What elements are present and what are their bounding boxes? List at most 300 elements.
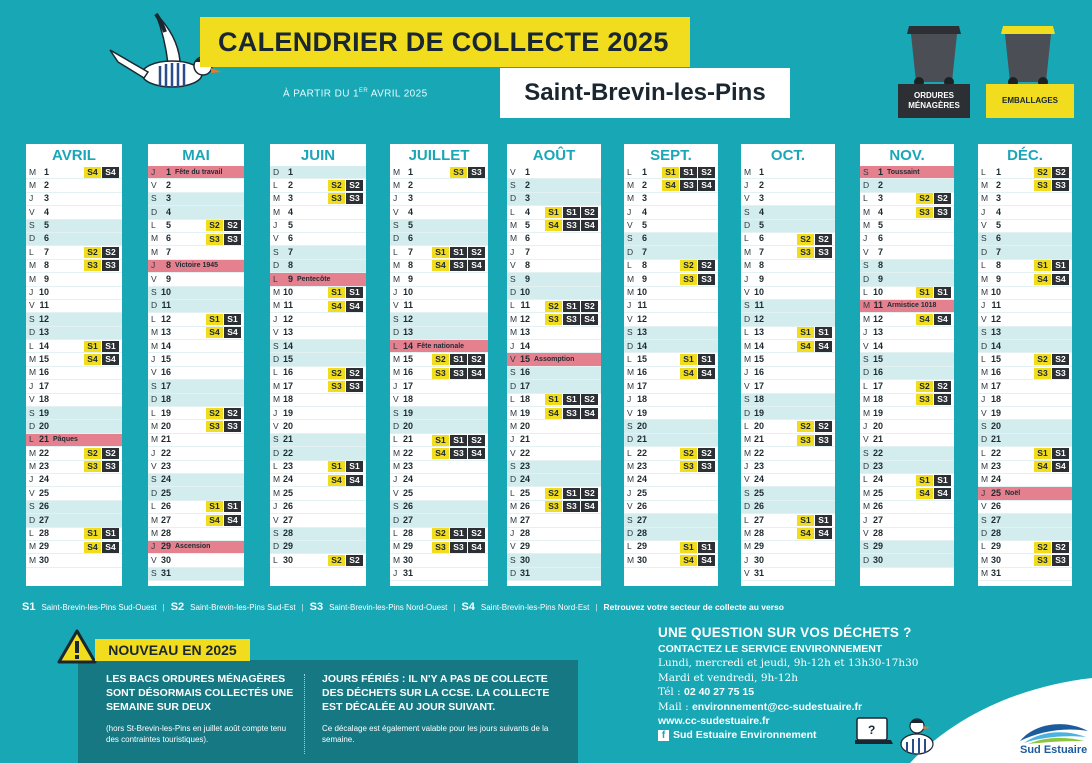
day-number: 17 bbox=[636, 380, 647, 391]
day-row bbox=[507, 313, 601, 326]
weekday-letter: D bbox=[393, 327, 400, 338]
collection-badges bbox=[797, 515, 835, 526]
day-row bbox=[507, 166, 601, 179]
day-number: 30 bbox=[636, 554, 647, 565]
day-number: 3 bbox=[877, 193, 883, 204]
day-number: 29 bbox=[753, 541, 764, 552]
weekday-letter: S bbox=[273, 528, 279, 539]
ordures-sector-badge: S3 bbox=[815, 247, 832, 258]
month-header: JUIN bbox=[270, 144, 366, 166]
day-row bbox=[270, 420, 366, 433]
ordures-sector-badge: S1 bbox=[698, 354, 715, 365]
weekday-letter: M bbox=[744, 260, 752, 271]
weekday-letter: M bbox=[981, 461, 989, 472]
day-row bbox=[624, 380, 718, 393]
weekday-letter: L bbox=[29, 434, 34, 445]
weekday-letter: V bbox=[744, 568, 750, 579]
day-number: 30 bbox=[402, 554, 413, 565]
day-number: 16 bbox=[519, 367, 530, 378]
weekday-letter: M bbox=[273, 206, 281, 217]
day-row bbox=[270, 501, 366, 514]
weekday-letter: J bbox=[393, 287, 398, 298]
weekday-letter: L bbox=[744, 327, 749, 338]
ordures-sector-badge: S2 bbox=[698, 167, 715, 178]
day-row bbox=[26, 487, 122, 500]
collection-badges bbox=[328, 381, 366, 392]
collection-badges bbox=[1034, 274, 1072, 285]
collection-badges bbox=[797, 435, 835, 446]
emballages-sector-badge: S4 bbox=[662, 180, 679, 191]
day-number: 19 bbox=[872, 407, 883, 418]
ordures-sector-badge: S3 bbox=[563, 408, 580, 419]
ordures-sector-badge: S4 bbox=[102, 354, 119, 365]
day-row bbox=[860, 353, 954, 366]
day-number: 18 bbox=[990, 394, 1001, 405]
weekday-letter: V bbox=[273, 514, 279, 525]
weekday-letter: M bbox=[393, 260, 401, 271]
day-row bbox=[860, 246, 954, 259]
day-number: 29 bbox=[519, 541, 530, 552]
ordures-sector-badge: S1 bbox=[815, 327, 832, 338]
ordures-sector-badge: S3 bbox=[346, 381, 363, 392]
day-row bbox=[507, 233, 601, 246]
day-row bbox=[507, 434, 601, 447]
day-row bbox=[978, 340, 1072, 353]
collection-badges bbox=[328, 555, 366, 566]
weekday-letter: V bbox=[627, 501, 633, 512]
day-number: 24 bbox=[38, 474, 49, 485]
collection-badges bbox=[916, 475, 954, 486]
day-row bbox=[860, 541, 954, 554]
ordures-sector-badge: S2 bbox=[102, 247, 119, 258]
holiday-label: Fête nationale bbox=[417, 342, 465, 350]
collection-badges bbox=[662, 167, 718, 178]
weekday-letter: L bbox=[273, 273, 278, 284]
day-row bbox=[507, 501, 601, 514]
day-row bbox=[624, 420, 718, 433]
weekday-letter: D bbox=[863, 179, 870, 190]
day-number: 12 bbox=[519, 313, 530, 324]
collection-badges bbox=[680, 354, 718, 365]
ordures-sector-badge: S4 bbox=[698, 555, 715, 566]
day-row bbox=[507, 514, 601, 527]
weekday-letter: S bbox=[393, 220, 399, 231]
day-number: 19 bbox=[753, 407, 764, 418]
day-row bbox=[270, 514, 366, 527]
weekday-letter: J bbox=[863, 233, 868, 244]
collection-badges bbox=[680, 555, 718, 566]
day-number: 7 bbox=[287, 246, 293, 257]
day-row bbox=[741, 260, 835, 273]
day-row bbox=[390, 313, 488, 326]
day-row bbox=[507, 353, 601, 366]
weekday-letter: M bbox=[151, 420, 159, 431]
month-column bbox=[26, 144, 122, 586]
weekday-letter: M bbox=[273, 380, 281, 391]
day-row bbox=[507, 206, 601, 219]
collection-badges bbox=[797, 247, 835, 258]
day-number: 21 bbox=[990, 434, 1001, 445]
weekday-letter: M bbox=[981, 380, 989, 391]
day-row bbox=[26, 340, 122, 353]
weekday-letter: D bbox=[273, 541, 280, 552]
emballages-sector-badge: S3 bbox=[797, 247, 814, 258]
ordures-sector-badge: S3 bbox=[680, 180, 697, 191]
weekday-letter: M bbox=[393, 554, 401, 565]
weekday-letter: S bbox=[863, 353, 869, 364]
day-number: 26 bbox=[872, 501, 883, 512]
day-number: 31 bbox=[753, 568, 764, 579]
info-feries-note: Ce décalage est également valable pour les jours suivants de la semaine. bbox=[322, 724, 549, 744]
weekday-letter: D bbox=[29, 514, 36, 525]
weekday-letter: L bbox=[151, 407, 156, 418]
day-row bbox=[390, 487, 488, 500]
emballages-sector-badge: S2 bbox=[206, 220, 223, 231]
collection-badges bbox=[1034, 448, 1072, 459]
ordures-sector-badge: S4 bbox=[346, 301, 363, 312]
day-number: 29 bbox=[38, 541, 49, 552]
weekday-letter: M bbox=[510, 220, 518, 231]
ordures-sector-badge: S1 bbox=[934, 287, 951, 298]
day-row bbox=[624, 447, 718, 460]
day-number: 24 bbox=[990, 474, 1001, 485]
day-number: 4 bbox=[165, 206, 171, 217]
day-number: 13 bbox=[519, 327, 530, 338]
weekday-letter: L bbox=[744, 420, 749, 431]
day-number: 5 bbox=[407, 220, 413, 231]
day-row bbox=[978, 420, 1072, 433]
collection-badges bbox=[545, 488, 601, 499]
ordures-sector-badge: S4 bbox=[698, 180, 715, 191]
day-row bbox=[741, 461, 835, 474]
day-row bbox=[270, 461, 366, 474]
day-number: 25 bbox=[282, 487, 293, 498]
weekday-letter: M bbox=[744, 246, 752, 257]
day-row bbox=[390, 420, 488, 433]
weekday-letter: M bbox=[627, 179, 635, 190]
day-row bbox=[390, 220, 488, 233]
day-row bbox=[860, 380, 954, 393]
day-row bbox=[860, 193, 954, 206]
weekday-letter: M bbox=[863, 206, 871, 217]
day-number: 19 bbox=[38, 407, 49, 418]
contact-phone-label: Tél : bbox=[658, 686, 684, 698]
legend-code-s4: S4 bbox=[461, 601, 475, 613]
day-number: 16 bbox=[38, 367, 49, 378]
day-row bbox=[624, 193, 718, 206]
weekday-letter: L bbox=[981, 541, 986, 552]
ordures-sector-badge: S3 bbox=[450, 448, 467, 459]
ordures-sector-badge: S3 bbox=[224, 421, 241, 432]
day-row bbox=[390, 568, 488, 581]
day-number: 4 bbox=[407, 206, 413, 217]
ordures-sector-badge: S3 bbox=[815, 435, 832, 446]
day-number: 25 bbox=[38, 487, 49, 498]
weekday-letter: M bbox=[981, 474, 989, 485]
weekday-letter: S bbox=[29, 313, 35, 324]
day-row bbox=[270, 233, 366, 246]
day-number: 21 bbox=[872, 434, 883, 445]
day-row bbox=[390, 447, 488, 460]
weekday-letter: S bbox=[744, 300, 750, 311]
day-row bbox=[26, 193, 122, 206]
day-row bbox=[390, 367, 488, 380]
contact-website-link[interactable]: www.cc-sudestuaire.fr bbox=[658, 715, 770, 727]
day-number: 11 bbox=[754, 300, 764, 311]
ordures-sector-badge: S1 bbox=[102, 528, 119, 539]
day-number: 1 bbox=[165, 166, 171, 177]
weekday-letter: S bbox=[151, 380, 157, 391]
day-row bbox=[270, 447, 366, 460]
weekday-letter: L bbox=[744, 514, 749, 525]
weekday-letter: M bbox=[981, 554, 989, 565]
ordures-sector-badge: S2 bbox=[815, 234, 832, 245]
weekday-letter: D bbox=[510, 568, 517, 579]
ordures-sector-badge: S4 bbox=[102, 167, 119, 178]
ordures-sector-badge: S2 bbox=[468, 528, 485, 539]
day-number: 27 bbox=[990, 514, 1001, 525]
day-row bbox=[270, 474, 366, 487]
weekday-letter: V bbox=[981, 313, 987, 324]
ordures-sector-badge: S1 bbox=[450, 528, 467, 539]
emballages-sector-badge: S3 bbox=[545, 501, 562, 512]
day-number: 23 bbox=[160, 461, 171, 472]
collection-badges bbox=[84, 167, 122, 178]
day-number: 6 bbox=[165, 233, 171, 244]
emballages-sector-badge: S2 bbox=[328, 180, 345, 191]
legend-code-s2: S2 bbox=[170, 601, 185, 613]
day-number: 10 bbox=[753, 287, 764, 298]
ordures-sector-badge: S4 bbox=[224, 327, 241, 338]
day-row bbox=[270, 193, 366, 206]
legend-code-s1: S1 bbox=[22, 601, 36, 613]
weekday-letter: S bbox=[863, 166, 869, 177]
day-number: 24 bbox=[636, 474, 647, 485]
weekday-letter: S bbox=[510, 367, 516, 378]
day-number: 11 bbox=[161, 300, 171, 311]
weekday-letter: V bbox=[29, 206, 35, 217]
weekday-letter: M bbox=[627, 273, 635, 284]
day-number: 6 bbox=[287, 233, 293, 244]
day-row bbox=[26, 260, 122, 273]
day-number: 28 bbox=[160, 528, 171, 539]
day-number: 1 bbox=[524, 166, 530, 177]
weekday-letter: L bbox=[981, 166, 986, 177]
bin-label-emballages: EMBALLAGES bbox=[986, 84, 1074, 118]
day-row bbox=[860, 313, 954, 326]
emballages-sector-badge: S3 bbox=[84, 461, 101, 472]
ordures-sector-badge: S2 bbox=[581, 394, 598, 405]
emballages-sector-badge: S4 bbox=[328, 475, 345, 486]
ordures-sector-badge: S1 bbox=[680, 167, 697, 178]
weekday-letter: M bbox=[510, 420, 518, 431]
collection-badges bbox=[328, 301, 366, 312]
weekday-letter: M bbox=[863, 300, 871, 311]
weekday-letter: M bbox=[744, 166, 752, 177]
ordures-sector-badge: S4 bbox=[815, 528, 832, 539]
day-row bbox=[978, 487, 1072, 500]
weekday-letter: M bbox=[863, 407, 871, 418]
ordures-sector-badge: S4 bbox=[698, 368, 715, 379]
weekday-letter: M bbox=[393, 179, 401, 190]
collection-badges bbox=[797, 341, 835, 352]
weekday-letter: J bbox=[29, 193, 34, 204]
weekday-letter: J bbox=[273, 313, 278, 324]
day-number: 12 bbox=[872, 313, 883, 324]
day-number: 3 bbox=[524, 193, 530, 204]
day-number: 22 bbox=[990, 447, 1001, 458]
day-number: 27 bbox=[519, 514, 530, 525]
month-header: NOV. bbox=[860, 144, 954, 166]
day-row bbox=[978, 461, 1072, 474]
emballages-sector-badge: S2 bbox=[1034, 354, 1051, 365]
day-number: 22 bbox=[519, 447, 530, 458]
day-row bbox=[507, 461, 601, 474]
day-number: 7 bbox=[165, 246, 171, 257]
day-number: 4 bbox=[758, 206, 764, 217]
emballages-sector-badge: S4 bbox=[545, 408, 562, 419]
day-number: 14 bbox=[38, 340, 49, 351]
emballages-sector-badge: S2 bbox=[328, 368, 345, 379]
day-number: 29 bbox=[872, 541, 883, 552]
day-number: 2 bbox=[758, 179, 764, 190]
ordures-sector-badge: S3 bbox=[563, 220, 580, 231]
day-row bbox=[860, 206, 954, 219]
day-row bbox=[148, 501, 244, 514]
ordures-sector-badge: S3 bbox=[698, 461, 715, 472]
weekday-letter: V bbox=[393, 206, 399, 217]
day-row bbox=[390, 246, 488, 259]
collection-badges bbox=[328, 368, 366, 379]
day-row bbox=[741, 447, 835, 460]
weekday-letter: S bbox=[393, 407, 399, 418]
day-row bbox=[741, 340, 835, 353]
day-row bbox=[860, 273, 954, 286]
day-number: 27 bbox=[38, 514, 49, 525]
day-row bbox=[390, 179, 488, 192]
weekday-letter: V bbox=[393, 300, 399, 311]
day-number: 28 bbox=[872, 528, 883, 539]
weekday-letter: S bbox=[627, 514, 633, 525]
day-number: 3 bbox=[165, 193, 171, 204]
day-row bbox=[624, 300, 718, 313]
day-number: 22 bbox=[38, 447, 49, 458]
month-header: JUILLET bbox=[390, 144, 488, 166]
contact-mail-link[interactable]: environnement@cc-sudestuaire.fr bbox=[691, 700, 863, 713]
emballages-sector-badge: S3 bbox=[680, 274, 697, 285]
day-row bbox=[507, 528, 601, 541]
weekday-letter: S bbox=[29, 501, 35, 512]
day-row bbox=[270, 300, 366, 313]
day-number: 26 bbox=[636, 501, 647, 512]
weekday-letter: S bbox=[151, 568, 157, 579]
day-number: 13 bbox=[872, 327, 883, 338]
day-row bbox=[741, 353, 835, 366]
day-row bbox=[148, 340, 244, 353]
day-row bbox=[390, 327, 488, 340]
weekday-letter: V bbox=[510, 541, 516, 552]
collection-badges bbox=[680, 368, 718, 379]
weekday-letter: S bbox=[393, 501, 399, 512]
weekday-letter: M bbox=[29, 260, 37, 271]
emballages-sector-badge: S1 bbox=[916, 287, 933, 298]
month-header: MAI bbox=[148, 144, 244, 166]
day-row bbox=[390, 193, 488, 206]
day-row bbox=[741, 193, 835, 206]
day-number: 23 bbox=[282, 461, 293, 472]
emballages-sector-badge: S4 bbox=[680, 368, 697, 379]
day-number: 19 bbox=[519, 407, 530, 418]
info-feries-text: JOURS FÉRIÉS : IL N'Y A PAS DE COLLECTE DES DÉCHETS SUR LA CCSE. LA COLLECTE EST DÉCALÉE AU JOUR SUIVANT. bbox=[322, 673, 550, 713]
day-row bbox=[741, 554, 835, 567]
ordures-sector-badge: S1 bbox=[563, 488, 580, 499]
weekday-letter: J bbox=[29, 380, 34, 391]
day-number: 4 bbox=[287, 206, 293, 217]
weekday-letter: D bbox=[29, 420, 36, 431]
day-number: 5 bbox=[165, 220, 171, 231]
day-row bbox=[860, 327, 954, 340]
day-number: 9 bbox=[407, 273, 413, 284]
ordures-sector-badge: S3 bbox=[450, 368, 467, 379]
ordures-sector-badge: S3 bbox=[698, 274, 715, 285]
day-number: 22 bbox=[282, 447, 293, 458]
weekday-letter: J bbox=[627, 206, 632, 217]
holiday-label: Noël bbox=[1005, 489, 1021, 497]
month-header: SEPT. bbox=[624, 144, 718, 166]
weekday-letter: J bbox=[151, 260, 156, 271]
day-row bbox=[26, 434, 122, 447]
day-row bbox=[148, 541, 244, 554]
day-row bbox=[978, 501, 1072, 514]
day-number: 1 bbox=[641, 166, 647, 177]
weekday-letter: D bbox=[981, 246, 988, 257]
day-number: 2 bbox=[877, 179, 883, 190]
weekday-letter: J bbox=[273, 220, 278, 231]
ordures-sector-badge: S3 bbox=[1052, 368, 1069, 379]
ordures-sector-badge: S4 bbox=[581, 314, 598, 325]
day-row bbox=[978, 367, 1072, 380]
weekday-letter: S bbox=[981, 420, 987, 431]
weekday-letter: S bbox=[744, 487, 750, 498]
day-row bbox=[148, 166, 244, 179]
ordures-sector-badge: S2 bbox=[581, 207, 598, 218]
weekday-letter: M bbox=[627, 287, 635, 298]
weekday-letter: D bbox=[744, 220, 751, 231]
day-row bbox=[860, 514, 954, 527]
emballages-sector-badge: S4 bbox=[328, 301, 345, 312]
day-row bbox=[741, 300, 835, 313]
ordures-sector-badge: S2 bbox=[581, 301, 598, 312]
weekday-letter: M bbox=[29, 541, 37, 552]
collection-badges bbox=[916, 193, 954, 204]
day-number: 20 bbox=[402, 420, 413, 431]
emballages-sector-badge: S1 bbox=[328, 461, 345, 472]
weekday-letter: L bbox=[29, 340, 34, 351]
emballages-sector-badge: S4 bbox=[916, 488, 933, 499]
emballages-sector-badge: S1 bbox=[680, 542, 697, 553]
contact-phone[interactable]: 02 40 27 75 15 bbox=[683, 686, 755, 698]
emballages-sector-badge: S3 bbox=[206, 234, 223, 245]
weekday-letter: L bbox=[393, 528, 398, 539]
weekday-letter: V bbox=[151, 461, 157, 472]
weekday-letter: M bbox=[29, 461, 37, 472]
month-header: OCT. bbox=[741, 144, 835, 166]
weekday-letter: D bbox=[510, 474, 517, 485]
day-row bbox=[741, 233, 835, 246]
day-number: 22 bbox=[160, 447, 171, 458]
collection-badges bbox=[797, 327, 835, 338]
weekday-letter: M bbox=[981, 568, 989, 579]
